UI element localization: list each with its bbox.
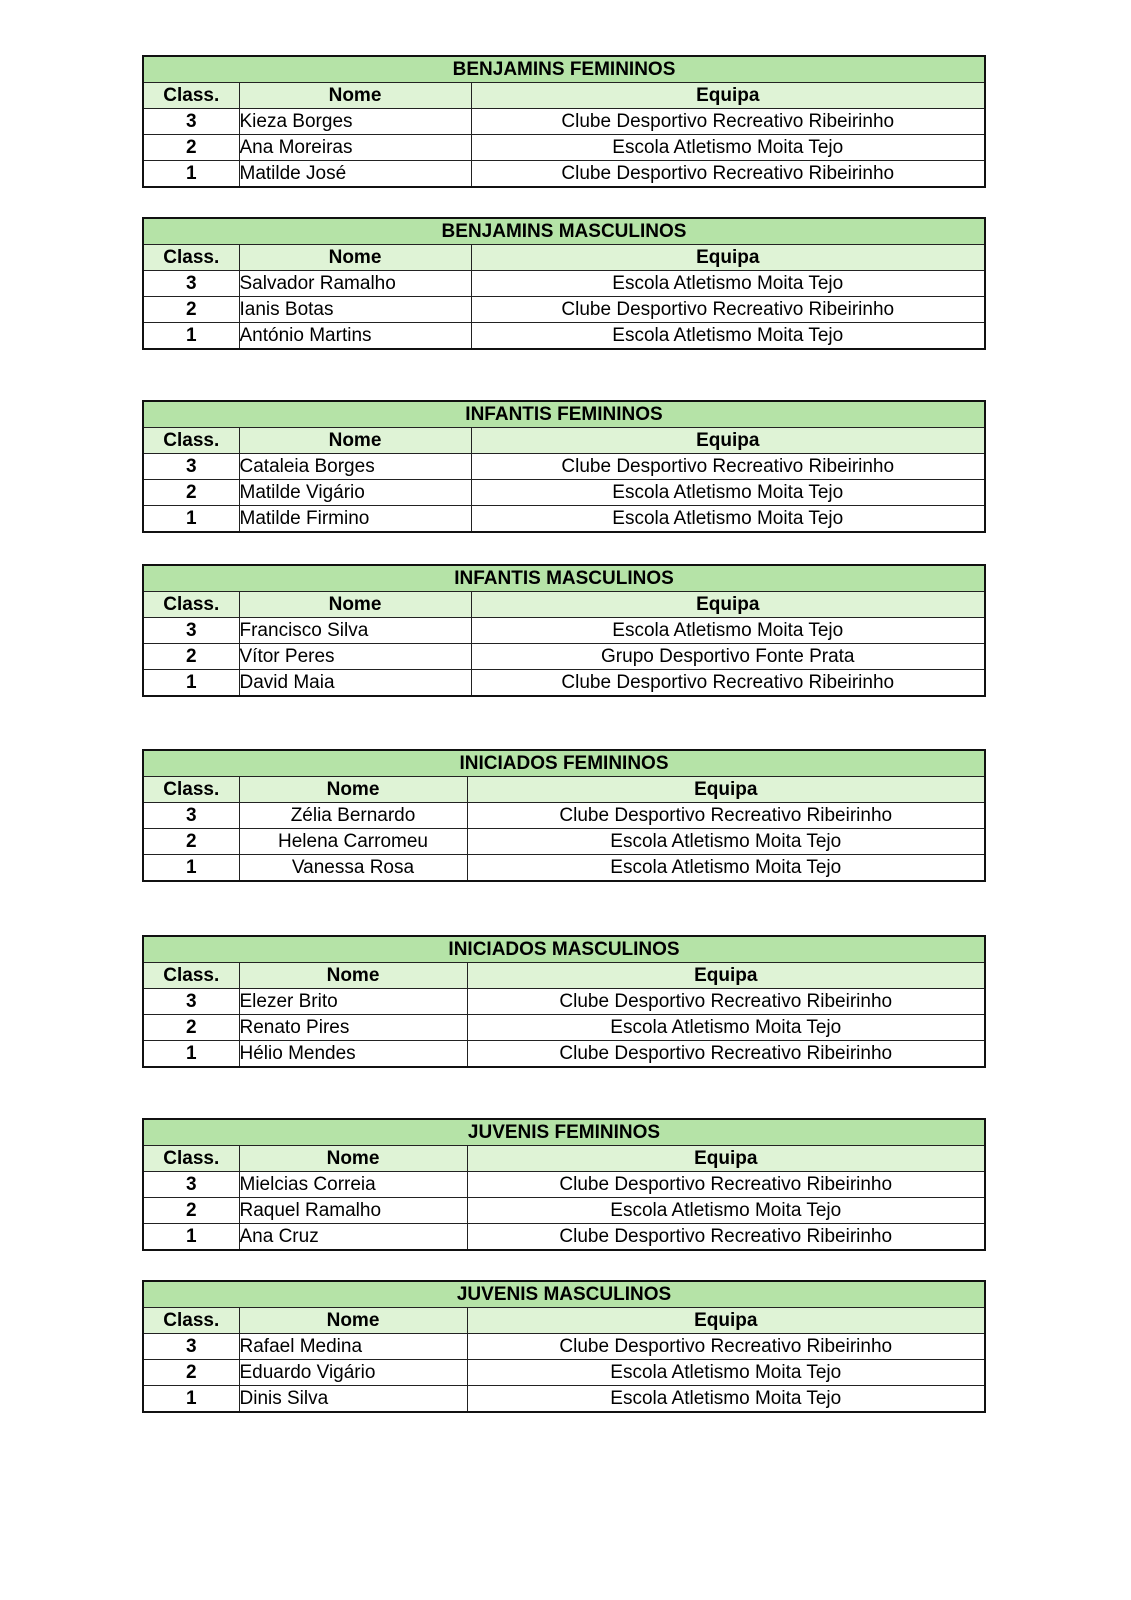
class-header: Class. [143,1308,239,1334]
header-row [143,592,985,618]
table-row [143,1334,985,1360]
nome-header: Nome [239,83,471,109]
nome-cell: Renato Pires [239,1015,467,1041]
equipa-cell: Clube Desportivo Recreativo Ribeirinho [467,1172,985,1198]
table-row [143,803,985,829]
nome-cell: Matilde Firmino [239,506,471,533]
equipa-header: Equipa [467,1308,985,1334]
equipa-cell: Escola Atletismo Moita Tejo [471,618,985,644]
equipa-cell: Escola Atletismo Moita Tejo [467,1360,985,1386]
class-cell: 1 [143,1386,239,1413]
results-table [142,1118,986,1251]
nome-cell: Elezer Brito [239,989,467,1015]
table-row [143,135,985,161]
nome-cell: Salvador Ramalho [239,271,471,297]
nome-cell: Helena Carromeu [239,829,467,855]
results-table [142,749,986,882]
nome-header: Nome [239,245,471,271]
class-header: Class. [143,245,239,271]
class-cell: 3 [143,618,239,644]
class-cell: 2 [143,829,239,855]
nome-cell: António Martins [239,323,471,350]
class-cell: 2 [143,135,239,161]
category-title: INFANTIS FEMININOS [143,401,985,428]
class-cell: 3 [143,1334,239,1360]
equipa-cell: Escola Atletismo Moita Tejo [467,829,985,855]
nome-header: Nome [239,428,471,454]
header-row [143,83,985,109]
header-row [143,1308,985,1334]
class-cell: 2 [143,480,239,506]
nome-cell: Ana Moreiras [239,135,471,161]
table-row [143,644,985,670]
equipa-cell: Escola Atletismo Moita Tejo [471,271,985,297]
nome-cell: Rafael Medina [239,1334,467,1360]
equipa-cell: Escola Atletismo Moita Tejo [471,323,985,350]
results-table [142,935,986,1068]
nome-header: Nome [239,1308,467,1334]
equipa-header: Equipa [467,777,985,803]
equipa-header: Equipa [471,592,985,618]
table-row [143,1172,985,1198]
nome-header: Nome [239,963,467,989]
class-cell: 2 [143,297,239,323]
category-title: INICIADOS MASCULINOS [143,936,985,963]
equipa-cell: Clube Desportivo Recreativo Ribeirinho [471,297,985,323]
equipa-cell: Clube Desportivo Recreativo Ribeirinho [467,989,985,1015]
table-row [143,1198,985,1224]
equipa-cell: Clube Desportivo Recreativo Ribeirinho [467,1041,985,1068]
header-row [143,428,985,454]
equipa-header: Equipa [471,428,985,454]
table-row [143,1386,985,1413]
class-cell: 1 [143,670,239,697]
nome-cell: Hélio Mendes [239,1041,467,1068]
equipa-cell: Escola Atletismo Moita Tejo [467,855,985,882]
nome-header: Nome [239,777,467,803]
nome-header: Nome [239,1146,467,1172]
nome-cell: Kieza Borges [239,109,471,135]
class-cell: 2 [143,644,239,670]
equipa-cell: Clube Desportivo Recreativo Ribeirinho [471,670,985,697]
nome-cell: Vanessa Rosa [239,855,467,882]
table-row [143,855,985,882]
class-cell: 1 [143,855,239,882]
equipa-cell: Escola Atletismo Moita Tejo [467,1386,985,1413]
equipa-cell: Grupo Desportivo Fonte Prata [471,644,985,670]
nome-cell: David Maia [239,670,471,697]
equipa-cell: Clube Desportivo Recreativo Ribeirinho [467,1334,985,1360]
class-cell: 2 [143,1360,239,1386]
equipa-cell: Clube Desportivo Recreativo Ribeirinho [467,803,985,829]
equipa-header: Equipa [471,245,985,271]
nome-cell: Ianis Botas [239,297,471,323]
table-row [143,271,985,297]
class-header: Class. [143,777,239,803]
header-row [143,777,985,803]
equipa-cell: Escola Atletismo Moita Tejo [467,1198,985,1224]
class-header: Class. [143,963,239,989]
results-table [142,400,986,533]
table-row [143,506,985,533]
nome-cell: Matilde Vigário [239,480,471,506]
table-row [143,109,985,135]
equipa-header: Equipa [471,83,985,109]
equipa-cell: Escola Atletismo Moita Tejo [471,506,985,533]
results-table [142,564,986,697]
table-row [143,829,985,855]
table-row [143,1360,985,1386]
table-row [143,323,985,350]
category-title: JUVENIS MASCULINOS [143,1281,985,1308]
category-title: BENJAMINS FEMININOS [143,56,985,83]
nome-cell: Francisco Silva [239,618,471,644]
class-cell: 3 [143,1172,239,1198]
table-row [143,480,985,506]
equipa-header: Equipa [467,963,985,989]
class-header: Class. [143,428,239,454]
equipa-cell: Clube Desportivo Recreativo Ribeirinho [471,454,985,480]
nome-cell: Cataleia Borges [239,454,471,480]
class-header: Class. [143,1146,239,1172]
equipa-header: Equipa [467,1146,985,1172]
class-cell: 2 [143,1198,239,1224]
category-title: INICIADOS FEMININOS [143,750,985,777]
nome-cell: Ana Cruz [239,1224,467,1251]
table-row [143,297,985,323]
class-cell: 1 [143,161,239,188]
equipa-cell: Clube Desportivo Recreativo Ribeirinho [467,1224,985,1251]
nome-cell: Zélia Bernardo [239,803,467,829]
equipa-cell: Escola Atletismo Moita Tejo [471,480,985,506]
class-cell: 1 [143,506,239,533]
header-row [143,1146,985,1172]
nome-cell: Matilde José [239,161,471,188]
table-row [143,454,985,480]
table-row [143,161,985,188]
class-cell: 1 [143,1224,239,1251]
class-cell: 3 [143,454,239,480]
header-row [143,245,985,271]
class-cell: 3 [143,109,239,135]
nome-cell: Dinis Silva [239,1386,467,1413]
table-row [143,618,985,644]
header-row [143,963,985,989]
table-row [143,989,985,1015]
results-table [142,1280,986,1413]
equipa-cell: Escola Atletismo Moita Tejo [467,1015,985,1041]
results-table [142,217,986,350]
table-row [143,1015,985,1041]
class-cell: 1 [143,323,239,350]
class-cell: 3 [143,271,239,297]
equipa-cell: Clube Desportivo Recreativo Ribeirinho [471,161,985,188]
equipa-cell: Escola Atletismo Moita Tejo [471,135,985,161]
nome-cell: Eduardo Vigário [239,1360,467,1386]
nome-cell: Mielcias Correia [239,1172,467,1198]
category-title: INFANTIS MASCULINOS [143,565,985,592]
category-title: JUVENIS FEMININOS [143,1119,985,1146]
table-row [143,1224,985,1251]
class-cell: 1 [143,1041,239,1068]
table-row [143,670,985,697]
class-header: Class. [143,83,239,109]
category-title: BENJAMINS MASCULINOS [143,218,985,245]
nome-cell: Vítor Peres [239,644,471,670]
class-cell: 2 [143,1015,239,1041]
equipa-cell: Clube Desportivo Recreativo Ribeirinho [471,109,985,135]
nome-header: Nome [239,592,471,618]
class-cell: 3 [143,989,239,1015]
nome-cell: Raquel Ramalho [239,1198,467,1224]
class-header: Class. [143,592,239,618]
results-table [142,55,986,188]
class-cell: 3 [143,803,239,829]
table-row [143,1041,985,1068]
